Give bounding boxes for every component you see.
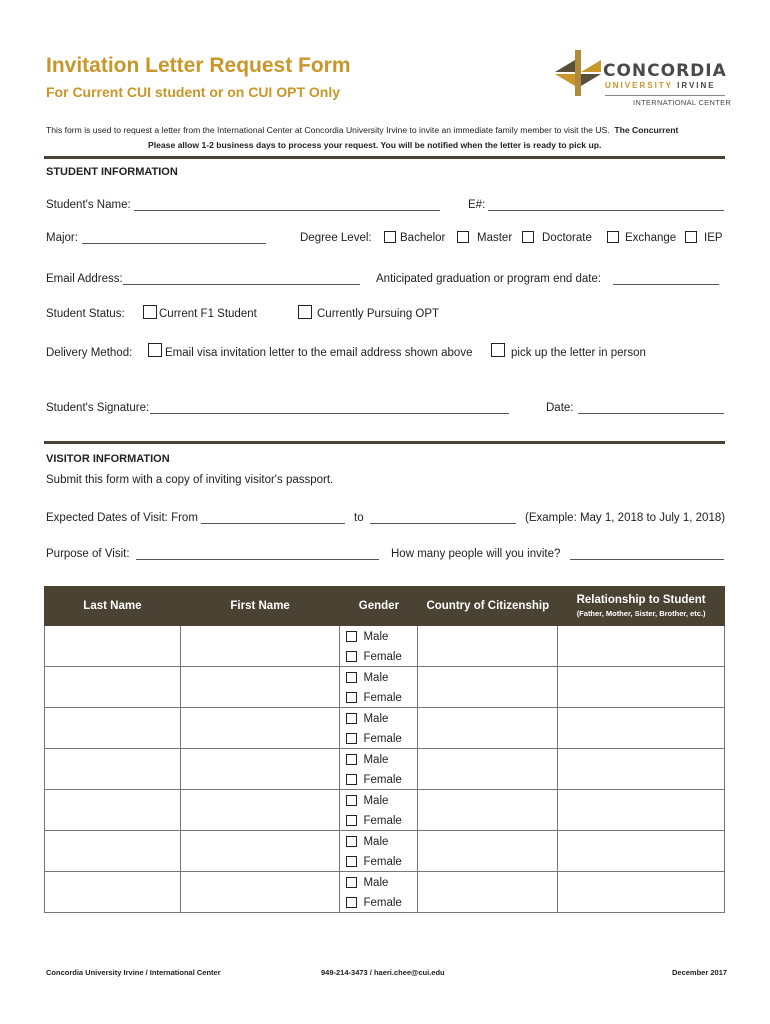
invite-count-label: How many people will you invite?	[391, 548, 561, 560]
status-opt-checkbox[interactable]	[298, 305, 312, 319]
intro-text: This form is used to request a letter from the International Center at Concordia University Irvine to invite an immediate family member to visit the US. The Concurrent	[46, 125, 679, 135]
gender-cell	[340, 749, 418, 790]
footer-date: December 2017	[672, 968, 728, 977]
gender-checkbox[interactable]	[346, 631, 357, 642]
logo-wordmark: CONCORDIA	[603, 61, 727, 81]
citizenship-cell[interactable]	[418, 626, 558, 667]
visit-to-field[interactable]	[370, 513, 516, 524]
degree-bachelor-checkbox[interactable]	[384, 231, 396, 243]
degree-bachelor-label: Bachelor	[400, 232, 446, 244]
last-name-cell[interactable]	[45, 749, 181, 790]
gender-option-label: Male	[363, 672, 389, 684]
table-header-row	[45, 587, 725, 626]
gender-checkbox[interactable]	[346, 877, 357, 888]
grad-date-label: Anticipated graduation or program end date:	[376, 273, 602, 285]
logo-divider	[605, 95, 725, 96]
email-label: Email Address:	[46, 273, 123, 285]
gender-checkbox[interactable]	[346, 754, 357, 765]
first-name-cell[interactable]	[180, 626, 340, 667]
logo-department: INTERNATIONAL CENTER	[633, 98, 732, 107]
gender-option-female[interactable]	[346, 691, 401, 705]
column-header-citizenship: Country of Citizenship	[418, 587, 558, 626]
major-field[interactable]	[82, 233, 266, 244]
relationship-cell[interactable]	[558, 708, 725, 749]
visit-from-field[interactable]	[201, 513, 345, 524]
concordia-logo	[555, 50, 732, 112]
degree-exchange-label: Exchange	[625, 232, 677, 244]
footer-contact: 949-214-3473 / haeri.chee@cui.edu	[321, 968, 445, 977]
gender-option-female[interactable]	[346, 855, 401, 869]
gender-checkbox[interactable]	[346, 815, 357, 826]
section-divider	[44, 156, 725, 159]
student-name-label: Student's Name:	[46, 199, 131, 211]
gender-option-female[interactable]	[346, 732, 401, 746]
student-id-label: E#:	[468, 199, 486, 211]
gender-checkbox[interactable]	[346, 672, 357, 683]
gender-option-label: Female	[363, 651, 402, 663]
last-name-cell[interactable]	[45, 872, 181, 913]
column-header-last-name: Last Name	[45, 587, 181, 626]
gender-checkbox[interactable]	[346, 733, 357, 744]
gender-option-male[interactable]	[346, 835, 388, 849]
delivery-email-checkbox[interactable]	[148, 343, 162, 357]
degree-master-label: Master	[477, 232, 513, 244]
gender-option-label: Female	[363, 733, 402, 745]
first-name-cell[interactable]	[180, 872, 340, 913]
gender-option-male[interactable]	[346, 794, 388, 808]
visitor-note: Submit this form with a copy of inviting visitor's passport.	[46, 474, 334, 486]
gender-checkbox[interactable]	[346, 713, 357, 724]
gender-option-label: Male	[363, 795, 389, 807]
degree-doctorate-label: Doctorate	[542, 232, 592, 244]
gender-option-label: Female	[363, 774, 402, 786]
gender-option-label: Male	[363, 631, 389, 643]
relationship-cell[interactable]	[558, 831, 725, 872]
status-f1-checkbox[interactable]	[143, 305, 157, 319]
table-row	[45, 790, 725, 831]
student-name-field[interactable]	[134, 200, 440, 211]
table-row	[45, 667, 725, 708]
signature-date-label: Date:	[546, 402, 574, 414]
gender-option-female[interactable]	[346, 650, 401, 664]
form-title: Invitation Letter Request Form	[46, 54, 351, 77]
gender-cell	[340, 708, 418, 749]
first-name-cell[interactable]	[180, 790, 340, 831]
citizenship-cell[interactable]	[418, 749, 558, 790]
last-name-cell[interactable]	[45, 708, 181, 749]
first-name-cell[interactable]	[180, 831, 340, 872]
gender-option-label: Male	[363, 713, 389, 725]
table-row	[45, 749, 725, 790]
visitor-section-heading: VISITOR INFORMATION	[46, 453, 170, 465]
delivery-method-label: Delivery Method:	[46, 347, 133, 359]
intro-processing-note: Please allow 1-2 business days to process your request. You will be notified when the letter is ready to pick up.	[148, 140, 602, 150]
visit-dates-example: (Example: May 1, 2018 to July 1, 2018)	[525, 512, 726, 524]
table-row	[45, 831, 725, 872]
email-field[interactable]	[123, 274, 360, 285]
visitor-table	[44, 586, 725, 913]
student-section-heading: STUDENT INFORMATION	[46, 166, 178, 178]
degree-master-checkbox[interactable]	[457, 231, 469, 243]
invite-count-field[interactable]	[570, 549, 724, 560]
table-row	[45, 872, 725, 913]
citizenship-cell[interactable]	[418, 872, 558, 913]
citizenship-cell[interactable]	[418, 667, 558, 708]
gender-cell	[340, 626, 418, 667]
citizenship-cell[interactable]	[418, 790, 558, 831]
gender-option-label: Female	[363, 692, 402, 704]
last-name-cell[interactable]	[45, 790, 181, 831]
first-name-cell[interactable]	[180, 667, 340, 708]
grad-date-field[interactable]	[613, 274, 719, 285]
concordia-logo-mark-icon	[555, 50, 601, 96]
citizenship-cell[interactable]	[418, 708, 558, 749]
status-opt-label: Currently Pursuing OPT	[317, 308, 440, 320]
relationship-cell[interactable]	[558, 667, 725, 708]
column-header-relationship: Relationship to Student (Father, Mother, Sister, Brother, etc.)	[558, 587, 725, 626]
last-name-cell[interactable]	[45, 626, 181, 667]
citizenship-cell[interactable]	[418, 831, 558, 872]
gender-option-label: Male	[363, 877, 389, 889]
gender-option-label: Male	[363, 836, 389, 848]
gender-option-male[interactable]	[346, 712, 388, 726]
degree-iep-label: IEP	[704, 232, 723, 244]
gender-option-male[interactable]	[346, 630, 388, 644]
gender-option-label: Female	[363, 897, 402, 909]
last-name-cell[interactable]	[45, 667, 181, 708]
first-name-cell[interactable]	[180, 749, 340, 790]
gender-checkbox[interactable]	[346, 692, 357, 703]
first-name-cell[interactable]	[180, 708, 340, 749]
delivery-email-label: Email visa invitation letter to the email address shown above	[165, 347, 473, 359]
gender-option-female[interactable]	[346, 896, 401, 910]
relationship-cell[interactable]	[558, 749, 725, 790]
relationship-cell[interactable]	[558, 872, 725, 913]
last-name-cell[interactable]	[45, 831, 181, 872]
gender-option-female[interactable]	[346, 814, 401, 828]
gender-checkbox[interactable]	[346, 795, 357, 806]
degree-iep-checkbox[interactable]	[685, 231, 697, 243]
gender-cell	[340, 790, 418, 831]
gender-option-label: Male	[363, 754, 389, 766]
status-f1-label: Current F1 Student	[159, 308, 257, 320]
purpose-label: Purpose of Visit:	[46, 548, 130, 560]
purpose-field[interactable]	[136, 549, 379, 560]
student-status-label: Student Status:	[46, 308, 125, 320]
signature-label: Student's Signature:	[46, 402, 150, 414]
degree-doctorate-checkbox[interactable]	[522, 231, 534, 243]
gender-checkbox[interactable]	[346, 774, 357, 785]
gender-checkbox[interactable]	[346, 836, 357, 847]
relationship-cell[interactable]	[558, 790, 725, 831]
gender-option-label: Female	[363, 815, 402, 827]
signature-field[interactable]	[150, 403, 509, 414]
delivery-pickup-label: pick up the letter in person	[511, 347, 646, 359]
student-id-field[interactable]	[488, 200, 724, 211]
gender-option-female[interactable]	[346, 773, 401, 787]
gender-option-male[interactable]	[346, 753, 388, 767]
degree-exchange-checkbox[interactable]	[607, 231, 619, 243]
column-header-first-name: First Name	[180, 587, 340, 626]
gender-option-label: Female	[363, 856, 402, 868]
visit-dates-label: Expected Dates of Visit: From	[46, 512, 198, 524]
signature-date-field[interactable]	[578, 403, 724, 414]
delivery-pickup-checkbox[interactable]	[491, 343, 505, 357]
gender-option-male[interactable]	[346, 876, 388, 890]
degree-level-label: Degree Level:	[300, 232, 372, 244]
gender-cell	[340, 667, 418, 708]
table-row	[45, 626, 725, 667]
major-label: Major:	[46, 232, 78, 244]
logo-subline: UNIVERSITY IRVINE	[605, 81, 716, 90]
gender-checkbox[interactable]	[346, 897, 357, 908]
table-row	[45, 708, 725, 749]
section-divider	[44, 441, 725, 444]
gender-option-male[interactable]	[346, 671, 388, 685]
form-subtitle: For Current CUI student or on CUI OPT Only	[46, 84, 340, 100]
gender-cell	[340, 872, 418, 913]
gender-cell	[340, 831, 418, 872]
footer-organization: Concordia University Irvine / International Center	[46, 968, 221, 977]
gender-checkbox[interactable]	[346, 856, 357, 867]
visit-to-label: to	[354, 512, 364, 524]
gender-checkbox[interactable]	[346, 651, 357, 662]
relationship-cell[interactable]	[558, 626, 725, 667]
column-header-gender: Gender	[340, 587, 418, 626]
